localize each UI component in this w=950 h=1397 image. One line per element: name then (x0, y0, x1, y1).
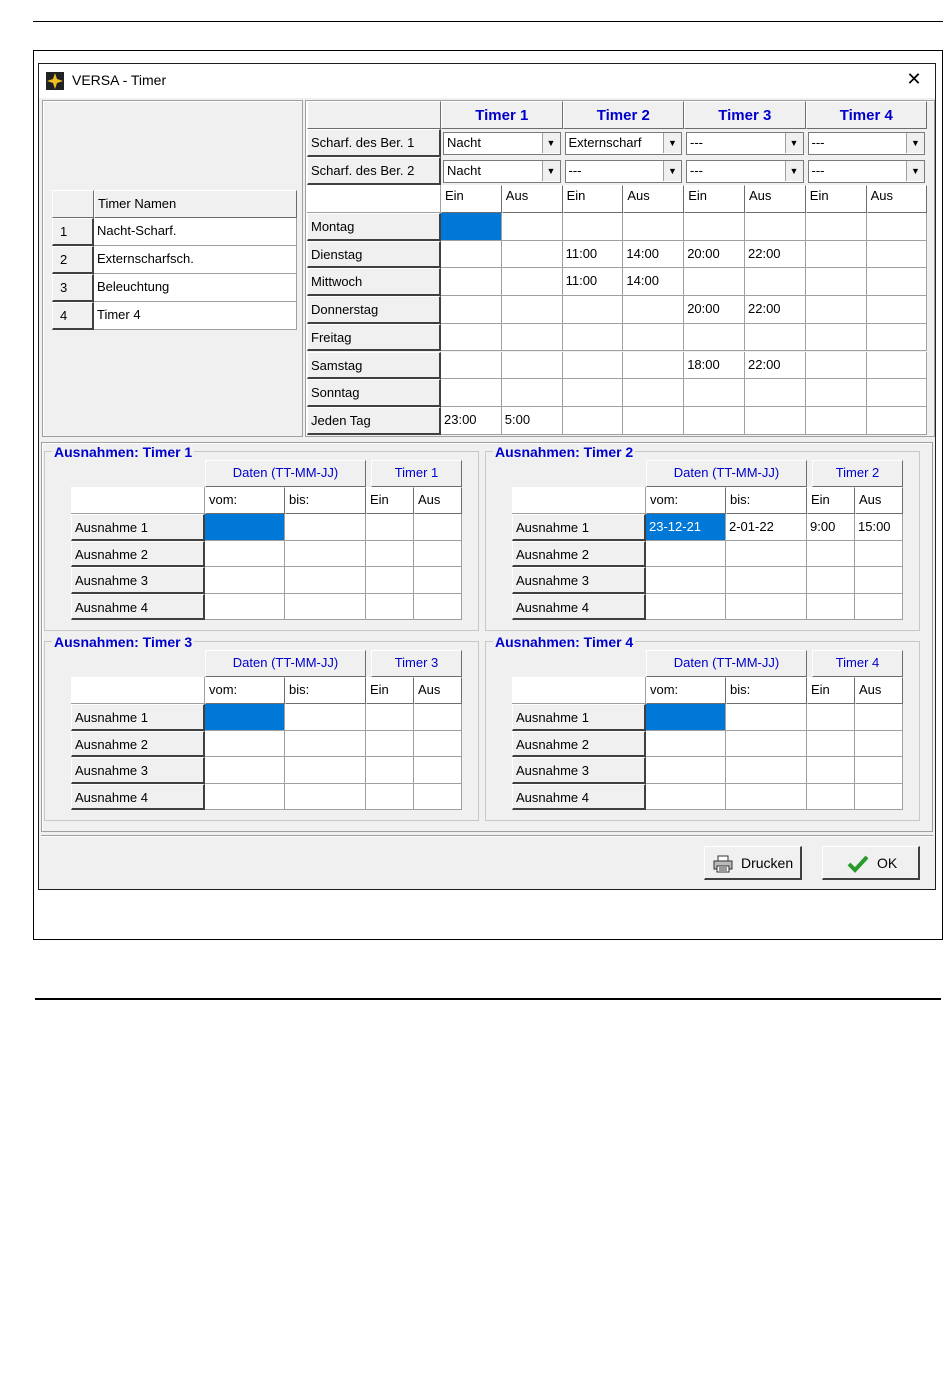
arm-mode-select[interactable] (686, 132, 804, 155)
exception-value-cell[interactable] (414, 594, 462, 621)
exception-value-cell[interactable] (414, 784, 462, 811)
timer-header: Timer 2 (812, 460, 903, 487)
exception-value-cell[interactable] (646, 757, 726, 784)
arm-mode-select[interactable] (443, 132, 561, 155)
timer-column-header: Timer 1 (441, 101, 563, 129)
time-cell[interactable] (441, 241, 502, 269)
exception-value-cell[interactable] (414, 541, 462, 568)
time-cell[interactable] (441, 296, 502, 324)
ok-button-label: OK (877, 855, 898, 871)
timer-name-cell[interactable]: Nacht-Scharf. (94, 218, 297, 246)
time-cell[interactable] (867, 268, 928, 296)
exception-value-cell[interactable] (285, 731, 366, 758)
arm-mode-value: --- (568, 163, 582, 178)
exception-value-cell[interactable] (646, 731, 726, 758)
exception-value-cell[interactable] (205, 731, 285, 758)
exception-row-label: Ausnahme 1 (512, 514, 646, 541)
time-cell[interactable]: 14:00 (623, 268, 684, 296)
exception-corner (512, 487, 646, 514)
exception-value-cell[interactable] (285, 757, 366, 784)
exception-column-header: Aus (855, 487, 903, 514)
on-column-header: Ein (563, 185, 624, 213)
time-cell[interactable]: 5:00 (502, 407, 563, 435)
time-cell[interactable]: 14:00 (623, 241, 684, 269)
time-cell[interactable] (623, 213, 684, 241)
exception-group-title: Ausnahmen: Timer 4 (495, 634, 634, 650)
arm-mode-select[interactable] (565, 132, 683, 155)
exception-value-cell[interactable] (285, 567, 366, 594)
day-label: Jeden Tag (307, 407, 441, 435)
time-cell[interactable] (563, 407, 624, 435)
exception-value-cell[interactable] (855, 567, 903, 594)
exception-value-cell[interactable] (646, 594, 726, 621)
timer-number: 4 (52, 302, 94, 330)
arm-mode-select[interactable] (808, 160, 926, 183)
exception-value-cell[interactable] (855, 541, 903, 568)
exception-value-cell[interactable] (205, 594, 285, 621)
exception-row-label: Ausnahme 2 (71, 541, 205, 568)
timer-name-cell[interactable]: Beleuchtung (94, 274, 297, 302)
time-cell[interactable] (684, 324, 745, 352)
time-cell[interactable] (623, 324, 684, 352)
names-column-header: Timer Namen (94, 190, 297, 218)
arm-mode-value: --- (690, 135, 703, 150)
arm-mode-select[interactable] (565, 160, 683, 183)
exception-value-cell[interactable] (646, 784, 726, 811)
exception-value-cell[interactable]: 15:00 (855, 514, 903, 541)
time-cell[interactable] (502, 296, 563, 324)
time-cell[interactable] (502, 268, 563, 296)
checkmark-icon (847, 855, 869, 873)
exception-value-cell[interactable] (855, 704, 903, 731)
time-cell[interactable] (441, 268, 502, 296)
time-cell[interactable] (441, 213, 502, 241)
on-column-header: Ein (684, 185, 745, 213)
exception-row-label: Ausnahme 2 (71, 731, 205, 758)
exception-value-cell[interactable] (807, 757, 855, 784)
dates-header: Daten (TT-MM-JJ) (646, 650, 807, 677)
time-cell[interactable]: 20:00 (684, 241, 745, 269)
exception-row-label: Ausnahme 4 (71, 784, 205, 811)
timer-name-cell[interactable]: Timer 4 (94, 302, 297, 330)
day-label: Montag (307, 213, 441, 241)
exception-value-cell[interactable] (807, 541, 855, 568)
time-cell[interactable] (502, 379, 563, 407)
day-label: Samstag (307, 352, 441, 380)
page-top-rule (33, 21, 943, 22)
dropdown-arrow-icon[interactable]: ▼ (906, 133, 924, 153)
versa-app-icon (46, 72, 64, 90)
arm-mode-value: --- (811, 135, 825, 150)
window-title: VERSA - Timer (72, 72, 167, 88)
exception-value-cell[interactable] (205, 704, 285, 731)
time-cell[interactable] (441, 324, 502, 352)
dates-header: Daten (TT-MM-JJ) (646, 460, 807, 487)
arm-mode-value: --- (811, 163, 825, 178)
exception-value-cell[interactable] (855, 731, 903, 758)
exception-value-cell[interactable] (205, 514, 285, 541)
exception-value-cell[interactable] (285, 514, 366, 541)
timer-column-header: Timer 2 (563, 101, 685, 129)
time-cell[interactable] (745, 379, 806, 407)
time-cell[interactable] (867, 379, 928, 407)
time-cell[interactable] (806, 407, 867, 435)
close-icon[interactable]: ✕ (906, 69, 922, 89)
time-cell[interactable] (745, 324, 806, 352)
timer-header: Timer 3 (371, 650, 462, 677)
exception-value-cell[interactable] (366, 541, 414, 568)
exception-corner (512, 677, 646, 704)
exception-value-cell[interactable] (726, 731, 807, 758)
dropdown-arrow-icon[interactable]: ▼ (542, 161, 560, 181)
exception-value-cell[interactable] (646, 704, 726, 731)
time-cell[interactable]: 22:00 (745, 296, 806, 324)
exception-value-cell[interactable] (726, 594, 807, 621)
exception-row-label: Ausnahme 1 (512, 704, 646, 731)
arm-row-label: Scharf. des Ber. 1 (307, 129, 441, 157)
exception-corner (71, 677, 205, 704)
time-cell[interactable] (563, 324, 624, 352)
dropdown-arrow-icon[interactable]: ▼ (785, 161, 803, 181)
exception-column-header: vom: (205, 487, 285, 514)
timer-name-cell[interactable]: Externscharfsch. (94, 246, 297, 274)
timer-header: Timer 1 (371, 460, 462, 487)
exception-column-header: Aus (414, 677, 462, 704)
time-cell[interactable] (684, 407, 745, 435)
exception-value-cell[interactable] (414, 514, 462, 541)
time-cell[interactable] (623, 379, 684, 407)
exception-column-header: Aus (855, 677, 903, 704)
day-label: Sonntag (307, 379, 441, 407)
exception-row-label: Ausnahme 4 (512, 594, 646, 621)
print-button[interactable] (704, 846, 802, 880)
time-cell[interactable] (623, 407, 684, 435)
time-cell[interactable]: 11:00 (563, 268, 624, 296)
exception-value-cell[interactable] (414, 757, 462, 784)
exception-column-header: Ein (366, 487, 414, 514)
day-label: Dienstag (307, 241, 441, 269)
exception-row-label: Ausnahme 3 (71, 757, 205, 784)
time-cell[interactable] (806, 268, 867, 296)
exception-value-cell[interactable] (205, 567, 285, 594)
exception-value-cell[interactable] (807, 567, 855, 594)
exception-column-header: Aus (414, 487, 462, 514)
exception-column-header: vom: (646, 487, 726, 514)
exception-value-cell[interactable] (646, 567, 726, 594)
time-cell[interactable] (502, 352, 563, 380)
exception-value-cell[interactable] (285, 541, 366, 568)
time-cell[interactable] (867, 352, 928, 380)
exception-value-cell[interactable]: 9:00 (807, 514, 855, 541)
exception-value-cell[interactable] (366, 757, 414, 784)
arm-mode-select[interactable] (686, 160, 804, 183)
exception-value-cell[interactable] (726, 784, 807, 811)
exception-column-header: vom: (205, 677, 285, 704)
exception-value-cell[interactable] (726, 757, 807, 784)
timer-number: 3 (52, 274, 94, 302)
time-cell[interactable] (745, 407, 806, 435)
arm-mode-select[interactable] (443, 160, 561, 183)
time-cell[interactable] (502, 241, 563, 269)
exception-column-header: Ein (366, 677, 414, 704)
dropdown-arrow-icon[interactable]: ▼ (906, 161, 924, 181)
exception-value-cell[interactable] (807, 594, 855, 621)
exception-value-cell[interactable]: 2-01-22 (726, 514, 807, 541)
names-corner-header (52, 190, 94, 218)
off-column-header: Aus (502, 185, 563, 213)
time-cell[interactable] (806, 296, 867, 324)
time-cell[interactable] (867, 407, 928, 435)
exception-value-cell[interactable] (855, 594, 903, 621)
off-column-header: Aus (867, 185, 928, 213)
time-cell[interactable]: 18:00 (684, 352, 745, 380)
off-column-header: Aus (623, 185, 684, 213)
exception-value-cell[interactable] (205, 541, 285, 568)
on-column-header: Ein (441, 185, 502, 213)
exception-column-header: bis: (285, 677, 366, 704)
exception-value-cell[interactable] (646, 541, 726, 568)
exception-row-label: Ausnahme 2 (512, 731, 646, 758)
time-cell[interactable] (867, 324, 928, 352)
time-cell[interactable] (806, 352, 867, 380)
time-cell[interactable]: 23:00 (441, 407, 502, 435)
exception-value-cell[interactable] (205, 757, 285, 784)
exception-value-cell[interactable] (726, 541, 807, 568)
dates-header: Daten (TT-MM-JJ) (205, 650, 366, 677)
footer-separator (41, 835, 933, 837)
time-cell[interactable] (502, 213, 563, 241)
exception-column-header: Ein (807, 487, 855, 514)
dropdown-arrow-icon[interactable]: ▼ (663, 161, 681, 181)
title-bar (39, 64, 935, 98)
exception-value-cell[interactable] (366, 784, 414, 811)
arm-mode-value: Nacht (447, 163, 481, 178)
time-cell[interactable] (563, 296, 624, 324)
time-cell[interactable] (867, 296, 928, 324)
exception-value-cell[interactable] (807, 784, 855, 811)
print-button-label: Drucken (741, 855, 794, 871)
time-cell[interactable]: 22:00 (745, 352, 806, 380)
exception-value-cell[interactable] (726, 704, 807, 731)
exception-value-cell[interactable] (285, 704, 366, 731)
exception-value-cell[interactable] (855, 784, 903, 811)
dropdown-arrow-icon[interactable]: ▼ (542, 133, 560, 153)
exception-value-cell[interactable] (366, 514, 414, 541)
exception-value-cell[interactable] (205, 784, 285, 811)
exception-column-header: Ein (807, 677, 855, 704)
arm-mode-value: --- (690, 163, 703, 178)
schedule-corner (307, 101, 441, 129)
time-cell[interactable] (563, 352, 624, 380)
time-cell[interactable] (684, 213, 745, 241)
time-cell[interactable] (745, 213, 806, 241)
time-cell[interactable]: 22:00 (745, 241, 806, 269)
exception-row-label: Ausnahme 4 (71, 594, 205, 621)
time-cell[interactable] (745, 268, 806, 296)
exception-value-cell[interactable] (807, 704, 855, 731)
timer-window (38, 63, 936, 890)
time-cell[interactable] (502, 324, 563, 352)
dropdown-arrow-icon[interactable]: ▼ (785, 133, 803, 153)
time-cell[interactable] (806, 379, 867, 407)
off-column-header: Aus (745, 185, 806, 213)
exception-value-cell[interactable] (366, 731, 414, 758)
exception-column-header: bis: (285, 487, 366, 514)
time-cell[interactable] (563, 379, 624, 407)
printer-icon (713, 855, 733, 873)
exception-column-header: vom: (646, 677, 726, 704)
time-cell[interactable] (623, 352, 684, 380)
exception-group-title: Ausnahmen: Timer 3 (54, 634, 193, 650)
timer-header: Timer 4 (812, 650, 903, 677)
exception-value-cell[interactable] (285, 784, 366, 811)
dates-header: Daten (TT-MM-JJ) (205, 460, 366, 487)
exception-value-cell[interactable]: 23-12-21 (646, 514, 726, 541)
ok-button[interactable] (822, 846, 920, 880)
time-cell[interactable]: 11:00 (563, 241, 624, 269)
day-label: Mittwoch (307, 268, 441, 296)
exception-corner (71, 487, 205, 514)
exception-row-label: Ausnahme 3 (512, 757, 646, 784)
timer-column-header: Timer 3 (684, 101, 806, 129)
exception-value-cell[interactable] (414, 704, 462, 731)
exception-row-label: Ausnahme 4 (512, 784, 646, 811)
exception-value-cell[interactable] (285, 594, 366, 621)
time-cell[interactable] (806, 241, 867, 269)
arm-row-label: Scharf. des Ber. 2 (307, 157, 441, 185)
exception-value-cell[interactable] (366, 704, 414, 731)
time-cell[interactable] (867, 241, 928, 269)
day-label: Freitag (307, 324, 441, 352)
exception-value-cell[interactable] (414, 567, 462, 594)
on-column-header: Ein (806, 185, 867, 213)
time-cell[interactable] (806, 324, 867, 352)
timer-column-header: Timer 4 (806, 101, 928, 129)
arm-mode-value: Externscharf (568, 135, 642, 150)
exception-row-label: Ausnahme 1 (71, 704, 205, 731)
exception-value-cell[interactable] (855, 757, 903, 784)
time-cell[interactable] (563, 213, 624, 241)
time-cell[interactable] (867, 213, 928, 241)
day-label: Donnerstag (307, 296, 441, 324)
exception-value-cell[interactable] (807, 731, 855, 758)
time-cell[interactable] (441, 379, 502, 407)
exception-value-cell[interactable] (726, 567, 807, 594)
time-cell[interactable]: 20:00 (684, 296, 745, 324)
time-cell[interactable] (806, 213, 867, 241)
arm-mode-value: Nacht (447, 135, 481, 150)
exception-column-header: bis: (726, 677, 807, 704)
dropdown-arrow-icon[interactable]: ▼ (663, 133, 681, 153)
ein-aus-corner (307, 185, 441, 213)
exception-group-title: Ausnahmen: Timer 1 (54, 444, 193, 460)
exception-row-label: Ausnahme 3 (71, 567, 205, 594)
time-cell[interactable] (684, 268, 745, 296)
timer-number: 2 (52, 246, 94, 274)
exception-row-label: Ausnahme 2 (512, 541, 646, 568)
exception-group-title: Ausnahmen: Timer 2 (495, 444, 634, 460)
exception-value-cell[interactable] (366, 594, 414, 621)
page-bottom-rule (35, 998, 941, 1000)
exception-column-header: bis: (726, 487, 807, 514)
exception-row-label: Ausnahme 1 (71, 514, 205, 541)
time-cell[interactable] (441, 352, 502, 380)
exception-value-cell[interactable] (414, 731, 462, 758)
exception-value-cell[interactable] (366, 567, 414, 594)
exception-row-label: Ausnahme 3 (512, 567, 646, 594)
time-cell[interactable] (684, 379, 745, 407)
arm-mode-select[interactable] (808, 132, 926, 155)
timer-number: 1 (52, 218, 94, 246)
time-cell[interactable] (623, 296, 684, 324)
